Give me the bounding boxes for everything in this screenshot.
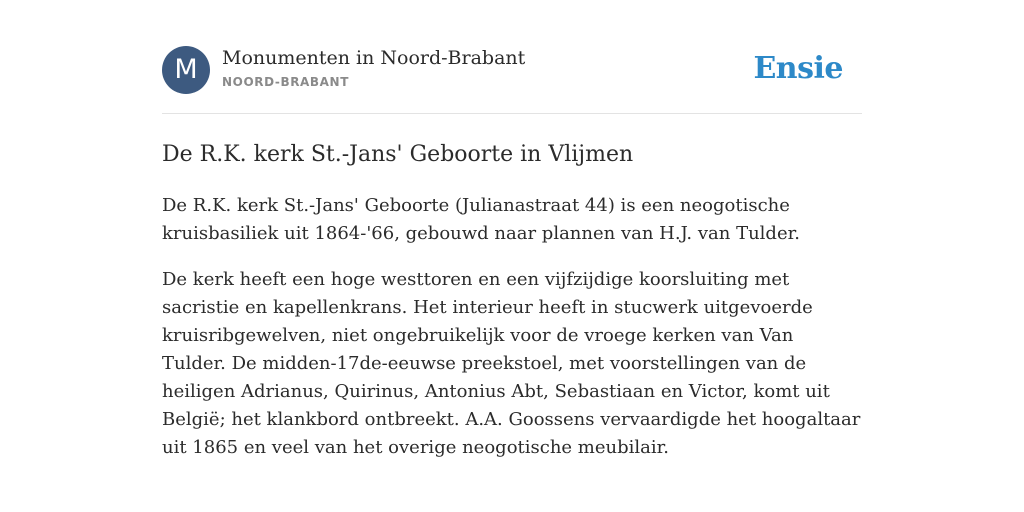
source-title[interactable]: Monumenten in Noord-Brabant [222, 47, 526, 69]
source-subtitle[interactable]: NOORD-BRABANT [222, 75, 349, 89]
article-paragraph-1: De R.K. kerk St.-Jans' Geboorte (Julianastraat 44) is een neogotische kruisbasiliek uit 1864-'66, gebouwd naar plannen van H.J. van Tulder. [162, 195, 800, 244]
article-paragraph-2: De kerk heeft een hoge westtoren en een vijfzijdige koorsluiting met sacristie en kapellenkrans. Het interieur heeft in stucwerk uitgevoerde kruisribgewelven, niet ongebruikelijk voor de vroege kerken van Van Tulder. De midden-17de-eeuwse preekstoel, met voorstellingen van de heiligen Adrianus, Quirinus, Antonius Abt, Sebastiaan en Victor, komt uit België; het klankbord ontbreekt. A.A. Goossens vervaardigde het hoogaltaar uit 1865 en veel van het overige neogotische meubilair. [162, 269, 861, 458]
content-card [162, 46, 862, 462]
article-title: De R.K. kerk St.-Jans' Geboorte in Vlijmen [162, 142, 634, 167]
brand-logo[interactable]: Ensie [753, 51, 843, 86]
avatar[interactable]: M [162, 46, 210, 94]
card-header [162, 46, 862, 114]
